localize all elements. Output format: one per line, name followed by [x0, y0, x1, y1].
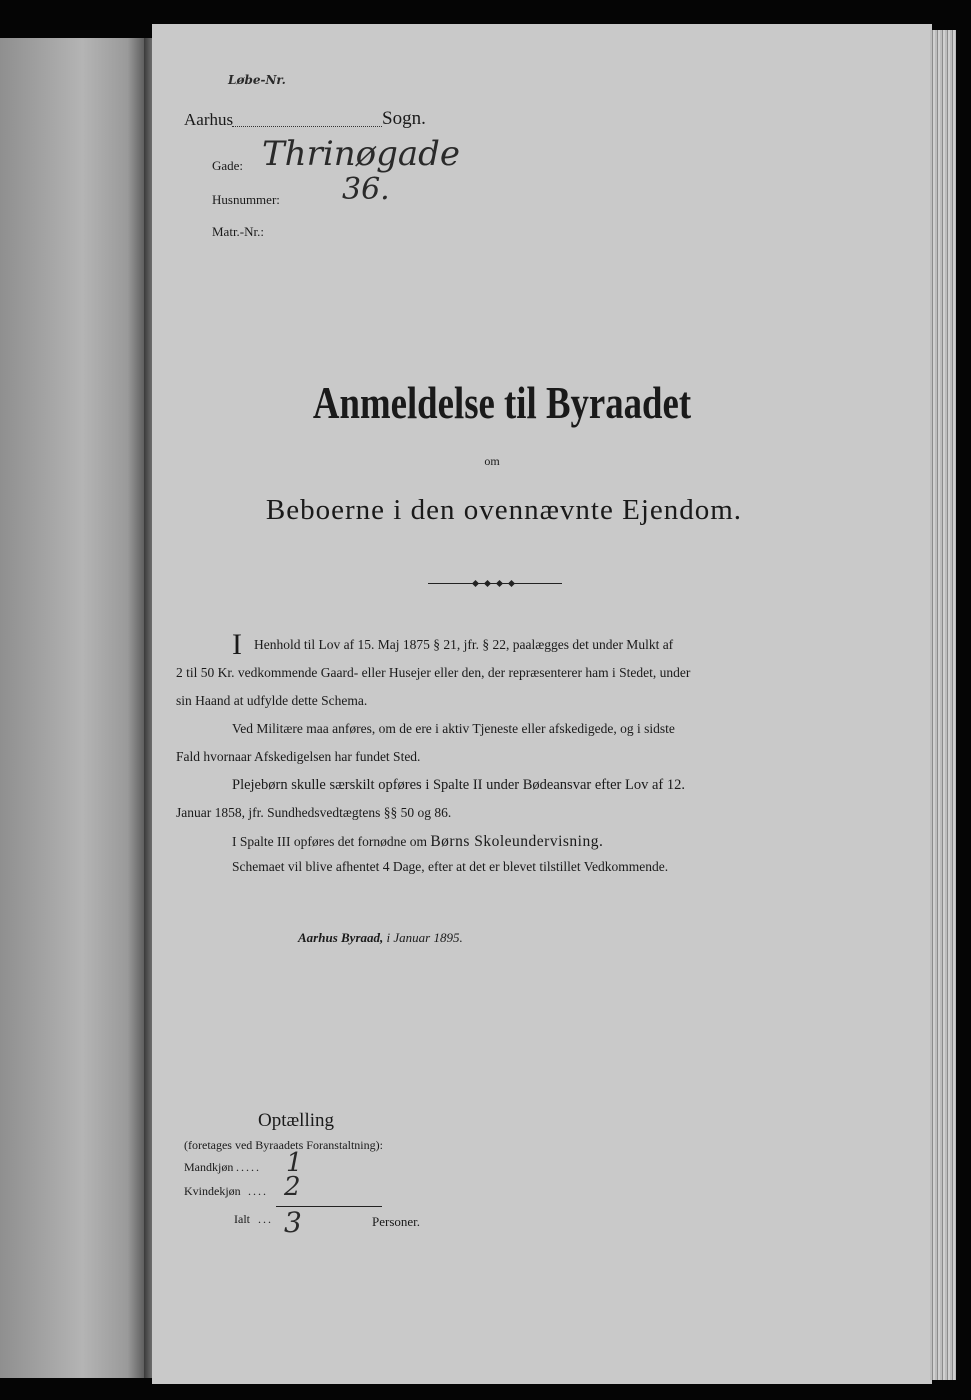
count-title: Optælling [258, 1110, 335, 1131]
male-value: 1 [286, 1148, 303, 1178]
document-subtitle: Beboerne i den ovennævnte Ejendom. [265, 494, 743, 526]
paragraph-initial: I [232, 628, 242, 661]
parish-prefix: Aarhus [184, 110, 234, 129]
paragraph-2-line-2: Fald hvornaar Afskedigelsen har fundet Sted. [176, 749, 421, 764]
page-edges [930, 30, 956, 1380]
title-connector: om [484, 454, 500, 468]
lobe-nr-label: Løbe-Nr. [228, 73, 286, 87]
paragraph-1-line-1: Henhold til Lov af 15. Maj 1875 § 21, jfr. § 22, paalægges det under Mulkt af [254, 637, 674, 652]
female-dots: .... [248, 1184, 268, 1198]
count-note: (foretages ved Byraadets Foranstaltning): [184, 1138, 383, 1152]
paragraph-4-emphasis: Børns Skoleundervisning. [430, 833, 604, 850]
paragraph-2-line-1: Ved Militære maa anføres, om de ere i aktiv Tjeneste eller afskedigede, og i sidste [232, 721, 675, 736]
paragraph-4-prefix [232, 834, 603, 850]
paragraph-5: Schemaet vil blive afhentet 4 Dage, efter at det er blevet tilstillet Vedkommende. [232, 859, 669, 874]
parish-suffix: Sogn. [382, 108, 426, 129]
signature-org: Aarhus Byraad, [298, 930, 384, 945]
female-value: 2 [284, 1172, 301, 1202]
document-title: Anmeldelse til Byraadet [312, 377, 692, 428]
house-number-label: Husnummer: [212, 192, 280, 207]
street-label: Gade: [212, 158, 244, 173]
paragraph-3-line-1: Plejebørn skulle særskilt opføres i Spalte II under Bødeansvar efter Lov af 12. [232, 777, 686, 793]
paragraph-4-text: I Spalte III opføres det fornødne om [232, 834, 427, 849]
matr-label: Matr.-Nr.: [212, 224, 264, 239]
male-label: Mandkjøn [184, 1160, 234, 1174]
paragraph-1-line-2: 2 til 50 Kr. vedkommende Gaard- eller Husejer eller den, der repræsenterer ham i Stedet, under [176, 665, 691, 680]
female-label: Kvindekjøn [184, 1184, 241, 1198]
paragraph-1-line-3: sin Haand at udfylde dette Schema. [176, 693, 368, 708]
left-book-page [0, 38, 150, 1378]
signature [298, 930, 463, 946]
male-dots: ..... [236, 1160, 261, 1174]
total-label: Ialt [234, 1212, 250, 1226]
signature-date: i Januar 1895. [386, 930, 463, 945]
persons-label: Personer. [372, 1214, 421, 1229]
parish-dotted-line [232, 116, 382, 127]
house-number-value: 36. [342, 172, 390, 207]
document-page [152, 24, 932, 1384]
street-value: Thrinøgade [262, 134, 460, 174]
total-dots: ... [258, 1212, 273, 1226]
total-value: 3 [284, 1206, 302, 1239]
paragraph-3-line-2: Januar 1858, jfr. Sundhedsvedtægtens §§ 50 og 86. [176, 805, 452, 820]
